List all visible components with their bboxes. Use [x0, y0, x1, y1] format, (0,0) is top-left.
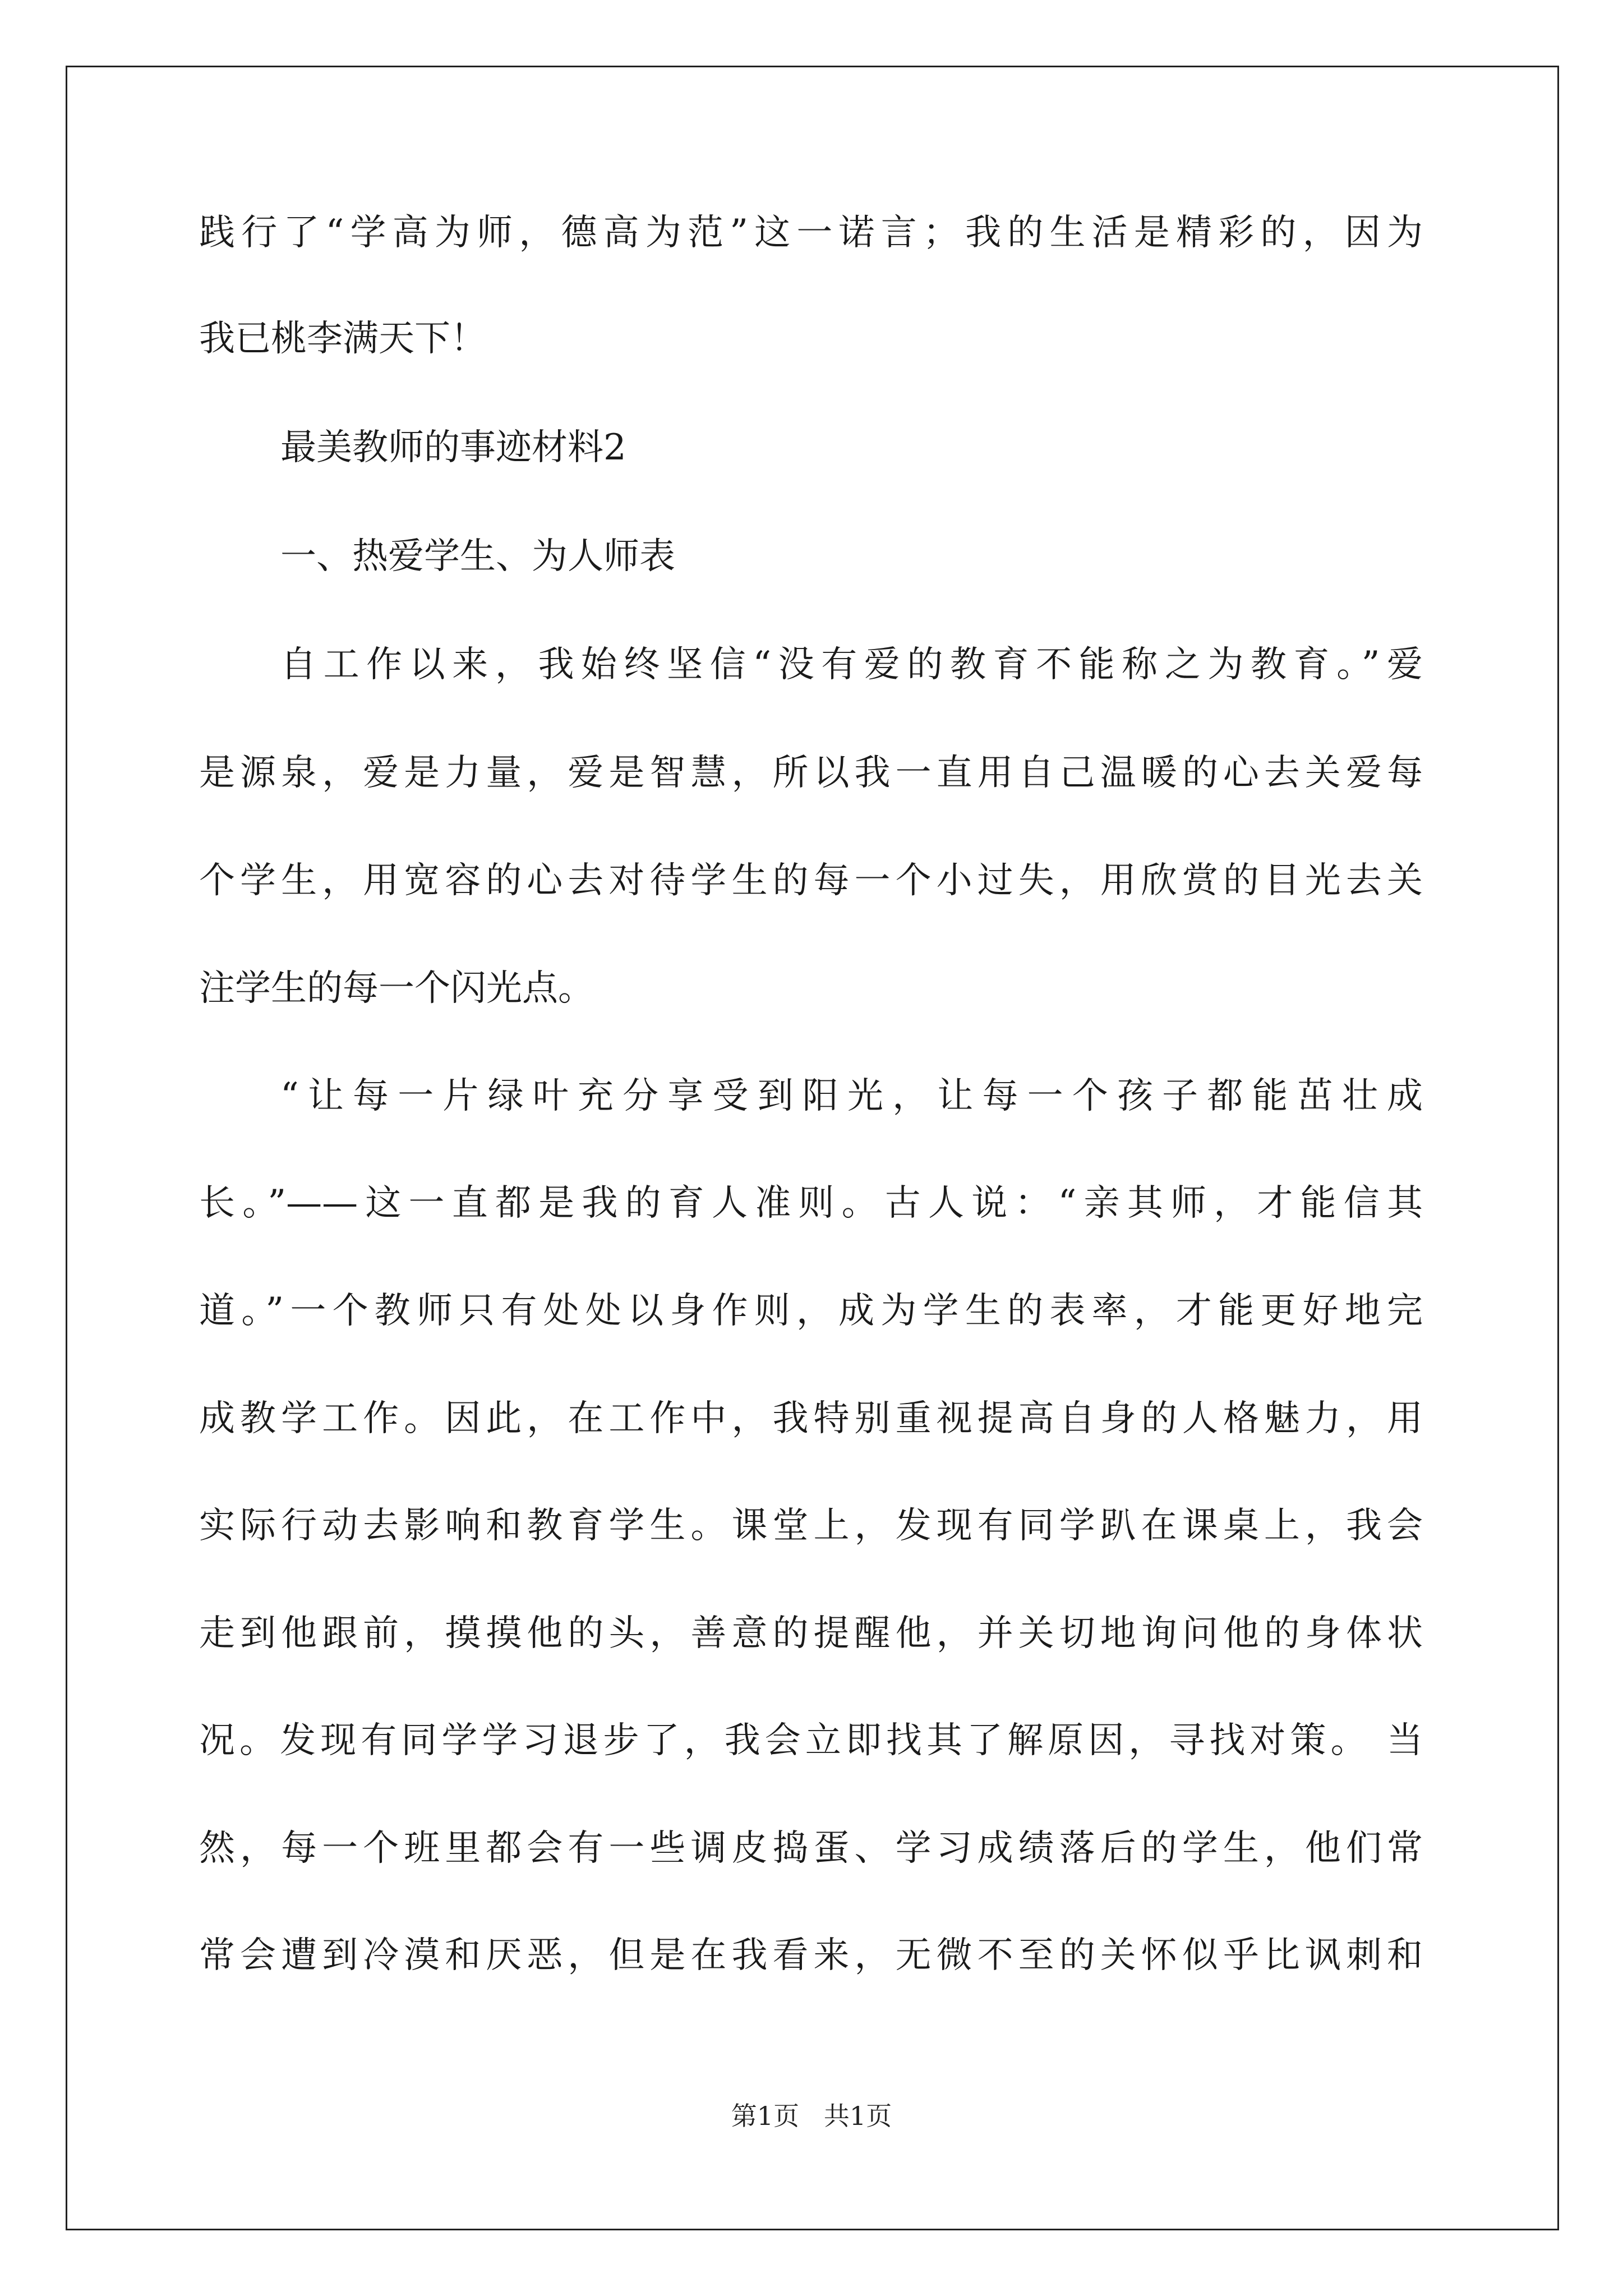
- text-line: 道。”一个教师只有处处以身作则，成为学生的表率，才能更好地完: [199, 1290, 1423, 1332]
- text-line: 常会遭到冷漠和厌恶，但是在我看来，无微不至的关怀似乎比讽刺和: [199, 1935, 1423, 1976]
- text-line: 成教学工作。因此，在工作中，我特别重视提高自身的人格魅力，用: [199, 1398, 1423, 1439]
- text-line: 注学生的每一个闪光点。: [199, 968, 594, 1009]
- text-line: 是源泉，爱是力量，爱是智慧，所以我一直用自己温暖的心去关爱每: [199, 752, 1423, 794]
- text-line: 然，每一个班里都会有一些调皮捣蛋、学习成绩落后的学生，他们常: [199, 1828, 1423, 1869]
- text-line: 走到他跟前，摸摸他的头，善意的提醒他，并关切地询问他的身体状: [199, 1613, 1423, 1654]
- paragraph-first-line: 自工作以来，我始终坚信“没有爱的教育不能称之为教育。”爱: [280, 644, 1423, 685]
- text-line: 况。发现有同学学习退步了，我会立即找其了解原因，寻找对策。 当: [199, 1720, 1423, 1761]
- text-line: 个学生，用宽容的心去对待学生的每一个小过失，用欣赏的目光去关: [199, 860, 1423, 901]
- paragraph-first-line: “让每一片绿叶充分享受到阳光，让每一个孩子都能茁壮成: [280, 1075, 1423, 1117]
- section-heading: 一、热爱学生、为人师表: [280, 536, 675, 577]
- text-line: 长。”——这一直都是我的育人准则。古人说：“亲其师，才能信其: [199, 1182, 1423, 1224]
- text-line: 我已桃李满天下！: [199, 318, 486, 360]
- text-line: 实际行动去影响和教育学生。课堂上，发现有同学趴在课桌上，我会: [199, 1505, 1423, 1547]
- text-line: 践行了“学高为师，德高为范”这一诺言；我的生活是精彩的，因为: [199, 212, 1423, 254]
- section-title: 最美教师的事迹材料2: [280, 427, 626, 468]
- page-border: [66, 66, 1559, 2230]
- page-number: 第1页 共1页: [731, 2101, 892, 2131]
